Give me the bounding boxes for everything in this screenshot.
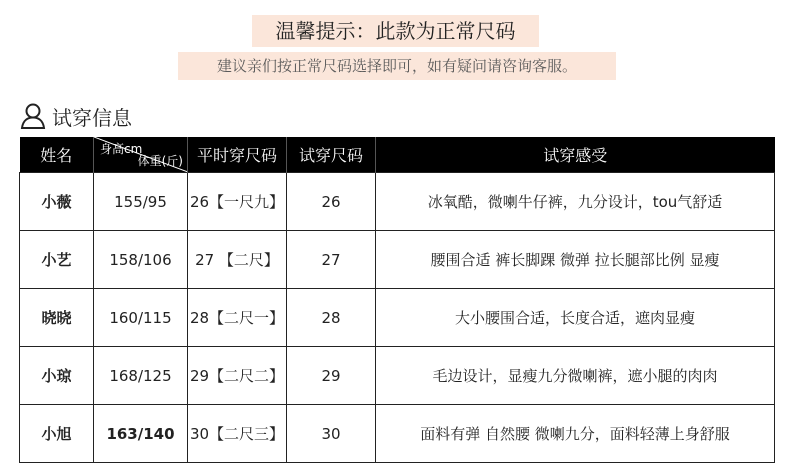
table-row	[20, 289, 775, 347]
cell-usual-size: 28【二尺一】	[188, 289, 287, 347]
cell-usual-size: 30【二尺三】	[188, 405, 287, 463]
header-weight: 体重(斤)	[137, 154, 183, 168]
cell-name: 小艺	[20, 231, 94, 289]
cell-trial-size: 28	[287, 289, 376, 347]
cell-feeling: 冰氧酷，微喇牛仔裤，九分设计，tou气舒适	[376, 173, 775, 231]
notice-title: 温馨提示：此款为正常尺码	[252, 15, 539, 47]
header-trial-size: 试穿尺码	[287, 137, 376, 173]
table-row	[20, 173, 775, 231]
cell-trial-size: 26	[287, 173, 376, 231]
header-height-weight	[94, 137, 188, 173]
cell-feeling: 毛边设计，显瘦九分微喇裤，遮小腿的肉肉	[376, 347, 775, 405]
cell-stats: 158/106	[94, 231, 188, 289]
cell-name: 小薇	[20, 173, 94, 231]
cell-name: 小琼	[20, 347, 94, 405]
section-title: 试穿信息	[52, 105, 132, 130]
header-height: 身高cm	[100, 142, 143, 156]
cell-usual-size: 26【一尺九】	[188, 173, 287, 231]
cell-stats: 163/140	[94, 405, 188, 463]
table-row	[20, 405, 775, 463]
cell-trial-size: 30	[287, 405, 376, 463]
cell-name: 晓晓	[20, 289, 94, 347]
header-name: 姓名	[20, 137, 94, 173]
table-row	[20, 347, 775, 405]
table-header-row	[20, 137, 775, 173]
header-feeling: 试穿感受	[376, 137, 775, 173]
fit-table	[19, 137, 775, 463]
cell-trial-size: 27	[287, 231, 376, 289]
cell-usual-size: 27 【二尺】	[188, 231, 287, 289]
person-icon	[20, 102, 46, 130]
cell-feeling: 腰围合适 裤长脚踝 微弹 拉长腿部比例 显瘦	[376, 231, 775, 289]
cell-stats: 155/95	[94, 173, 188, 231]
notice-subtitle: 建议亲们按正常尺码选择即可，如有疑问请咨询客服。	[178, 52, 616, 80]
section-header	[20, 100, 132, 132]
cell-trial-size: 29	[287, 347, 376, 405]
cell-usual-size: 29【二尺二】	[188, 347, 287, 405]
cell-feeling: 面料有弹 自然腰 微喇九分，面料轻薄上身舒服	[376, 405, 775, 463]
table-row	[20, 231, 775, 289]
cell-feeling: 大小腰围合适，长度合适，遮肉显瘦	[376, 289, 775, 347]
cell-name: 小旭	[20, 405, 94, 463]
header-usual-size: 平时穿尺码	[188, 137, 287, 173]
cell-stats: 168/125	[94, 347, 188, 405]
cell-stats: 160/115	[94, 289, 188, 347]
